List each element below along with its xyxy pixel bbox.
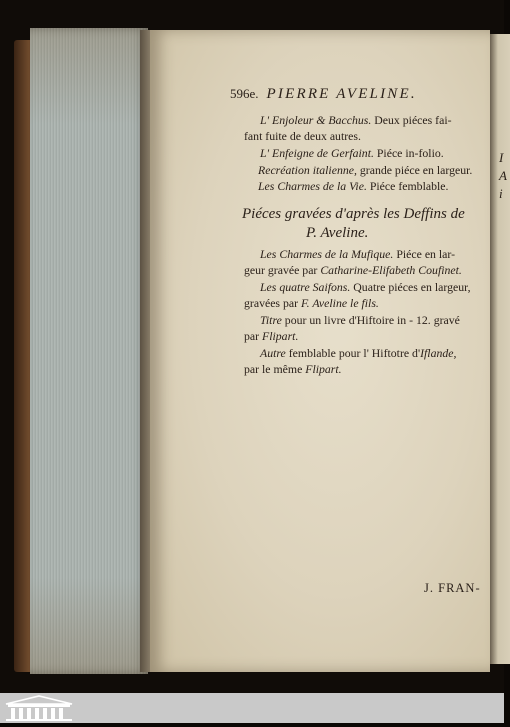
library-building-icon[interactable]: [4, 694, 74, 727]
text-run: Deux piéces fai-: [371, 113, 452, 127]
text-run: Les Charmes de la Vie.: [258, 179, 367, 193]
entry-line: [258, 178, 448, 194]
section-heading-line: Piéces gravées d'après les Deffins de: [242, 206, 465, 222]
facing-page-mark: i: [499, 186, 503, 201]
running-head: [230, 86, 417, 103]
text-run: pour un livre d'Hiftoire in - 12. gravé: [281, 313, 460, 327]
entry-line: [244, 295, 379, 311]
section-heading-line: P. Aveline.: [306, 225, 369, 241]
text-run: femblable pour l' Hiftotre d': [285, 346, 421, 360]
page-edges-shade: [30, 28, 148, 674]
text-run: gravées par: [244, 296, 301, 310]
entry-line: [260, 246, 455, 262]
entry-line: [258, 162, 472, 178]
page-number: 596e.: [230, 86, 259, 101]
footer-bar: [0, 693, 504, 723]
text-run: grande piéce en largeur.: [356, 163, 473, 177]
text-run: L' Enjoleur & Bacchus.: [260, 113, 372, 127]
facing-page-edge: [490, 34, 510, 664]
entry-line: [260, 145, 444, 161]
text-run: Flipart.: [305, 362, 342, 376]
entry-line: [244, 128, 361, 144]
running-head-title: PIERRE AVELINE.: [266, 86, 417, 102]
text-run: Flipart.: [262, 329, 299, 343]
text-run: Quatre piéces en largeur,: [350, 280, 471, 294]
text-run: Piéce femblable.: [366, 179, 449, 193]
text-run: Les quatre Saifons.: [260, 280, 351, 294]
facing-page-mark: A: [499, 168, 507, 183]
text-run: L' Enfeigne de Gerfaint.: [260, 146, 374, 160]
entry-line: [260, 112, 452, 128]
text-run: par: [244, 329, 263, 343]
text-run: Les Charmes de la Mufique.: [260, 247, 394, 261]
text-run: F. Aveline le fils.: [301, 296, 379, 310]
entry-line: [260, 345, 456, 361]
text-run: Piéce en lar-: [393, 247, 456, 261]
entry-line: [244, 361, 342, 377]
entry-line: [244, 328, 298, 344]
text-run: Catharine-Elifabeth Coufinet.: [320, 263, 462, 277]
text-run: Autre: [260, 346, 286, 360]
facing-page-mark: I: [499, 150, 504, 165]
entry-line: [244, 262, 462, 278]
entry-line: [260, 279, 471, 295]
text-run: fant fuite de deux autres.: [244, 129, 361, 143]
catchword: J. FRAN-: [424, 581, 481, 595]
text-run: Titre: [260, 313, 282, 327]
text-run: Iflande,: [420, 346, 457, 360]
text-run: geur gravée par: [244, 263, 321, 277]
section-heading: [242, 205, 465, 243]
text-run: Recréation italienne,: [258, 163, 357, 177]
entry-line: [260, 312, 460, 328]
text-run: Piéce in-folio.: [373, 146, 444, 160]
text-run: par le même: [244, 362, 306, 376]
